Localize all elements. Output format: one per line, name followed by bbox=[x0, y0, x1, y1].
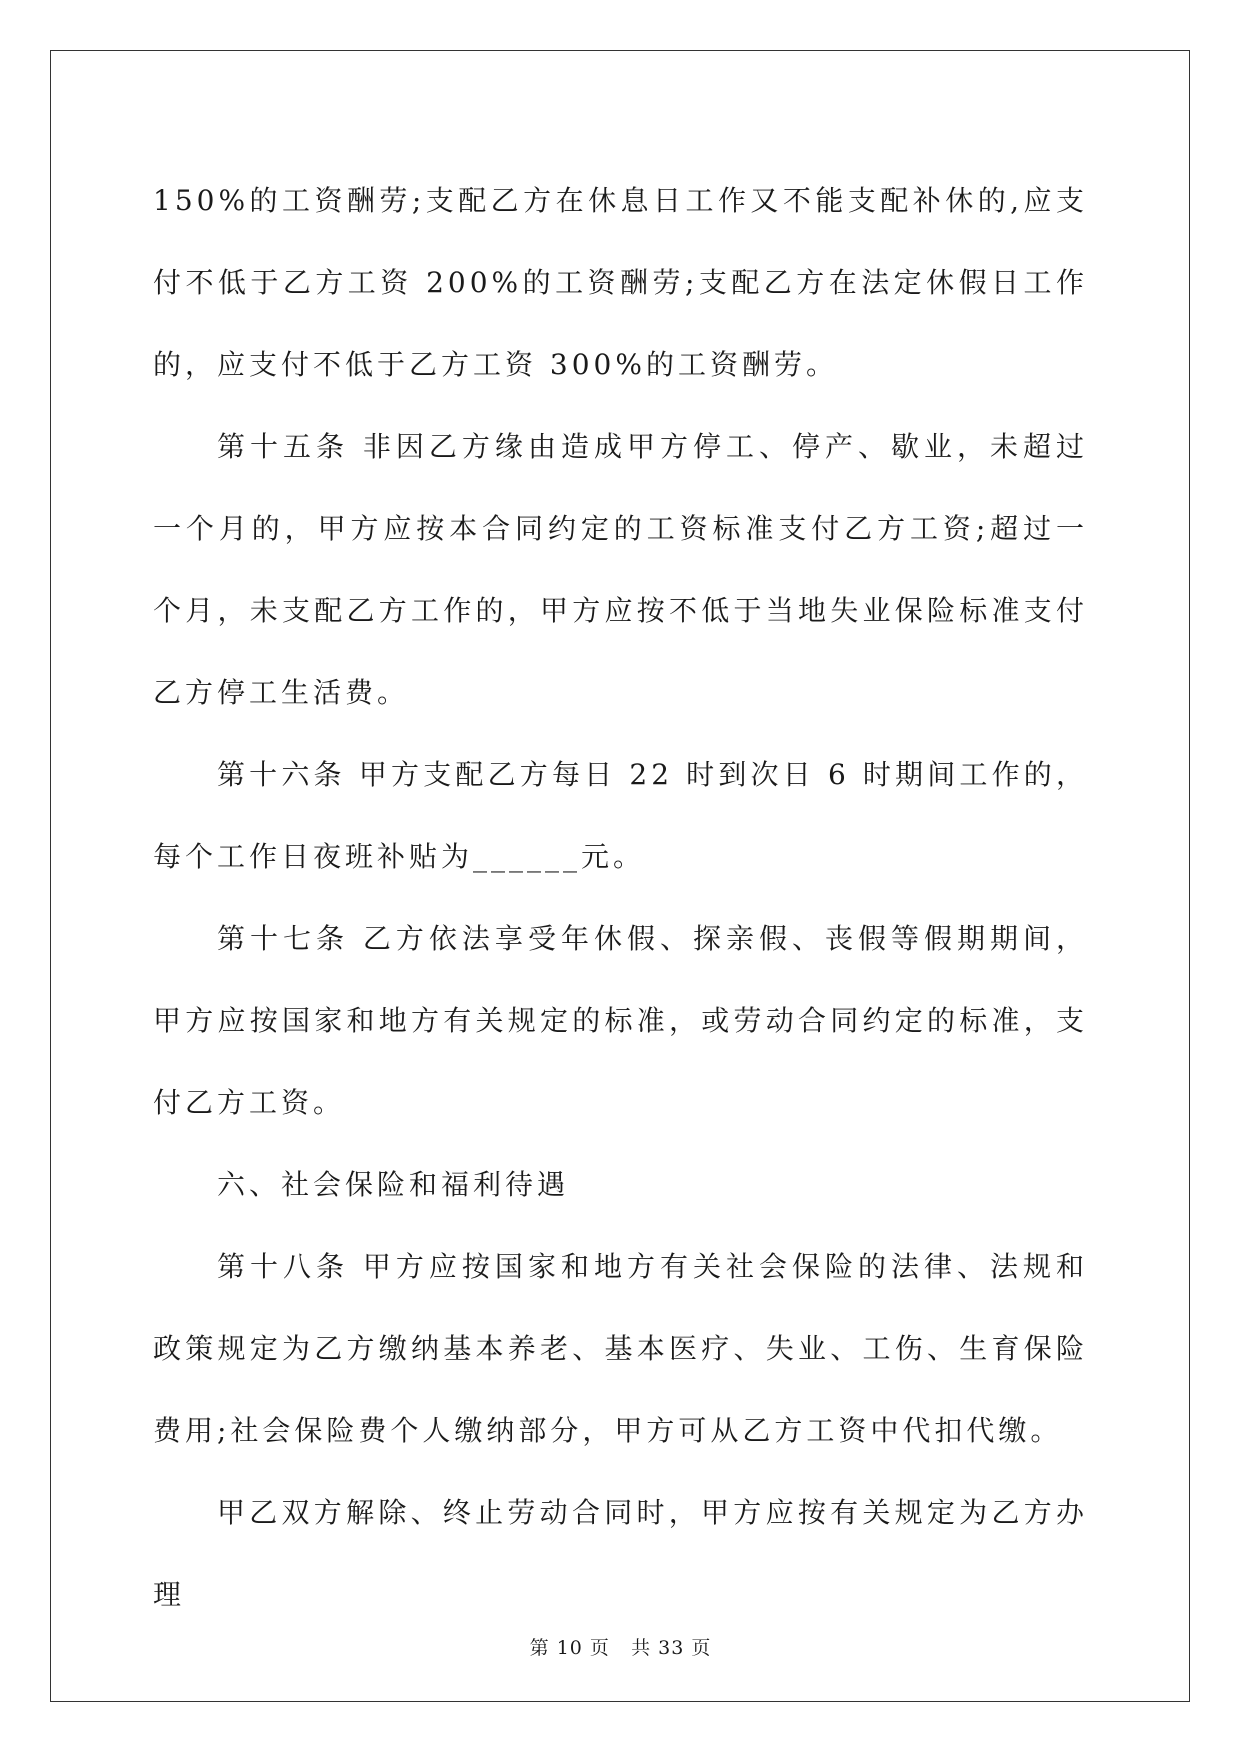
paragraph-1: 150%的工资酬劳;支配乙方在休息日工作又不能支配补休的,应支付不低于乙方工资 200%的工资酬劳;支配乙方在法定休假日工作的，应支付不低于乙方工资 300%的工资酬劳。 bbox=[153, 184, 1088, 381]
document-body bbox=[153, 160, 1088, 1636]
paragraph-termination: 甲乙双方解除、终止劳动合同时，甲方应按有关规定为乙方办理 bbox=[153, 1496, 1088, 1611]
page-footer bbox=[0, 1633, 1241, 1660]
page-number: 第 10 页 bbox=[529, 1637, 610, 1659]
section-heading-social-insurance: 六、社会保险和福利待遇 bbox=[217, 1168, 570, 1201]
paragraph-article-18: 第十八条 甲方应按国家和地方有关社会保险的法律、法规和政策规定为乙方缴纳基本养老、基本医疗、失业、工伤、生育保险费用;社会保险费个人缴纳部分，甲方可从乙方工资中代扣代缴。 bbox=[153, 1250, 1088, 1447]
paragraph-article-17: 第十七条 乙方依法享受年休假、探亲假、丧假等假期期间，甲方应按国家和地方有关规定的标准，或劳动合同约定的标准，支付乙方工资。 bbox=[153, 922, 1088, 1119]
page-total: 共 33 页 bbox=[631, 1637, 712, 1659]
paragraph-article-15: 第十五条 非因乙方缘由造成甲方停工、停产、歇业，未超过一个月的，甲方应按本合同约定的工资标准支付乙方工资;超过一个月，未支配乙方工作的，甲方应按不低于当地失业保险标准支付乙方停工生活费。 bbox=[153, 430, 1088, 709]
paragraph-article-16: 第十六条 甲方支配乙方每日 22 时到次日 6 时期间工作的，每个工作日夜班补贴为______元。 bbox=[153, 758, 1088, 873]
